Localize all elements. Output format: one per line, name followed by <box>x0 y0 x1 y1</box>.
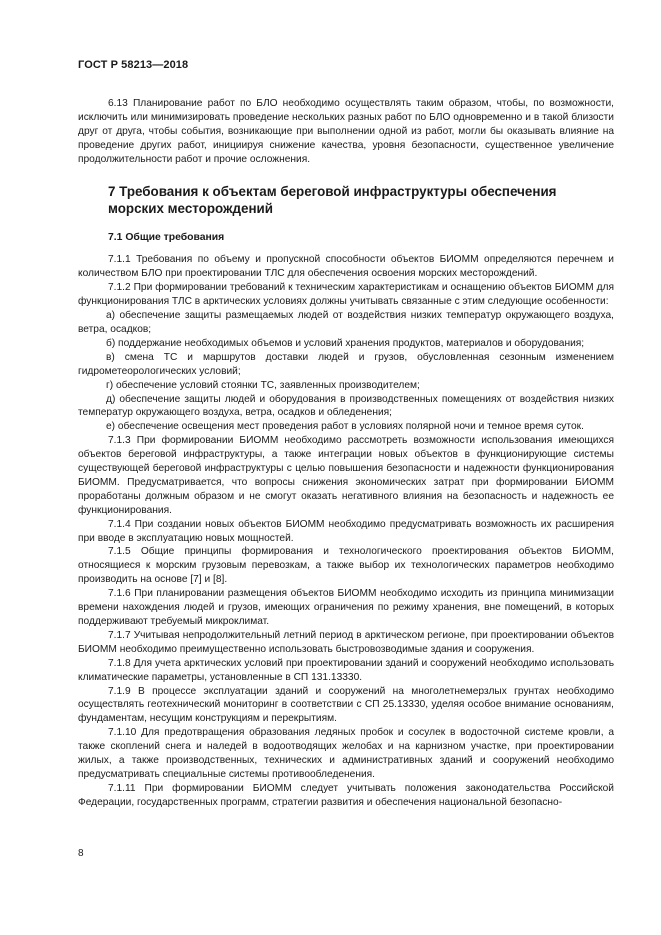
paragraph-7-1-9: 7.1.9 В процессе эксплуатации зданий и сооружений на многолетнемерзлых грунтах необходимо осуществлять геотехнический мониторинг в соответствии с СП 25.13330, уделяя особое внимание основаниям, фундаментам, несущим конструкциям и перекрытиям. <box>78 685 614 725</box>
section-7-title: 7 Требования к объектам береговой инфраструктуры обеспечения морских месторождений <box>108 183 557 216</box>
list-item-g: г) обеспечение условий стоянки ТС, заявленных производителем; <box>106 379 420 391</box>
paragraph-7-1-7: 7.1.7 Учитывая непродолжительный летний период в арктическом регионе, при проектировании объектов БИОММ необходимо преимущественно использовать быстровозводимые здания и сооружения. <box>78 629 614 655</box>
list-item-b: б) поддержание необходимых объемов и условий хранения продуктов, материалов и оборудования; <box>106 337 585 349</box>
page-number: 8 <box>78 848 84 859</box>
list-item-d: д) обеспечение защиты людей и оборудования в производственных помещениях от воздействия низких температур окружающего воздуха, ветра, осадков и обледенения; <box>78 393 614 419</box>
paragraph-7-1-6: 7.1.6 При планировании размещения объектов БИОММ необходимо исходить из принципа минимизации времени нахождения людей и грузов, имеющих ограничения по режиму хранения, вне помещений, в которых поддерживают требуемый микроклимат. <box>78 588 614 627</box>
paragraph-7-1-11: 7.1.11 При формировании БИОММ следует учитывать положения законодательства Российской Федерации, государственных программ, стратегии развития и обеспечения национальной безопасно- <box>78 782 614 808</box>
paragraph-7-1-8: 7.1.8 Для учета арктических условий при проектировании зданий и сооружений необходимо использовать климатические параметры, установленные в СП 131.13330. <box>78 657 614 683</box>
paragraph-7-1-5: 7.1.5 Общие принципы формирования и технологического проектирования объектов БИОММ, относящиеся к морским грузовым перевозкам, а также выбор их технологических параметров необходимо производить на основе [7] и [8]. <box>78 546 614 586</box>
paragraph-7-1-2: 7.1.2 При формировании требований к техническим характеристикам и оснащению объектов БИОММ для функционирования ТЛС в арктических условиях должны учитывать связанные с этим следующие особенности: <box>78 282 614 308</box>
paragraph-7-1-4: 7.1.4 При создании новых объектов БИОММ необходимо предусматривать возможность их расширения при вводе в эксплуатацию новых мощностей. <box>78 518 614 544</box>
subsection-7-1-title: 7.1 Общие требования <box>108 231 225 243</box>
list-item-e: е) обеспечение освещения мест проведения работ в условиях полярной ночи и темное время суток. <box>106 421 584 433</box>
paragraph-7-1-1: 7.1.1 Требования по объему и пропускной способности объектов БИОММ определяются перечнем и количеством БЛО при проектировании ТЛС для обеспечения освоения морских месторождений. <box>78 254 614 280</box>
document-standard-id: ГОСТ Р 58213—2018 <box>78 59 189 71</box>
paragraph-6-13: 6.13 Планирование работ по БЛО необходимо осуществлять таким образом, чтобы, по возможности, исключить или минимизировать проведение нескольких разных работ по БЛО одновременно и в такой близости друг от друга, чтобы события, возникающие при выполнении одной из работ, могли бы оказывать влияние на проведение других работ, инициируя снижение качества, уровня безопасности, существенное увеличение продолжительности работ и прочие осложнения. <box>78 98 614 165</box>
paragraph-7-1-3: 7.1.3 При формировании БИОММ необходимо рассмотреть возможности использования имеющихся объектов береговой инфраструктуры, а также интеграции новых объектов в функционирующие системы существующей береговой инфраструктуры с целью повышения безопасности и надежности функционирования БИОММ. Предусматривается, что вопросы снижения экономических затрат при формировании БИОММ проработаны должным образом и не смогут оказать негативного влияния на безопасность и надежность ее функционирования. <box>78 435 614 516</box>
paragraph-7-1-10: 7.1.10 Для предотвращения образования ледяных пробок и сосулек в водосточной системе кровли, а также скоплений снега и наледей в водоотводящих желобах и на карнизном участке, при проектировании жилых, а также производственных, технических и административных зданий и сооружений необходимо предусматривать специальные системы противообледенения. <box>78 727 614 780</box>
list-item-v: в) смена ТС и маршрутов доставки людей и грузов, обусловленная сезонным изменением гидрометеорологических условий; <box>78 351 614 377</box>
document-body <box>78 97 614 810</box>
list-item-a: а) обеспечение защиты размещаемых людей от воздействия низких температур окружающего воздуха, ветра, осадков; <box>78 310 614 335</box>
